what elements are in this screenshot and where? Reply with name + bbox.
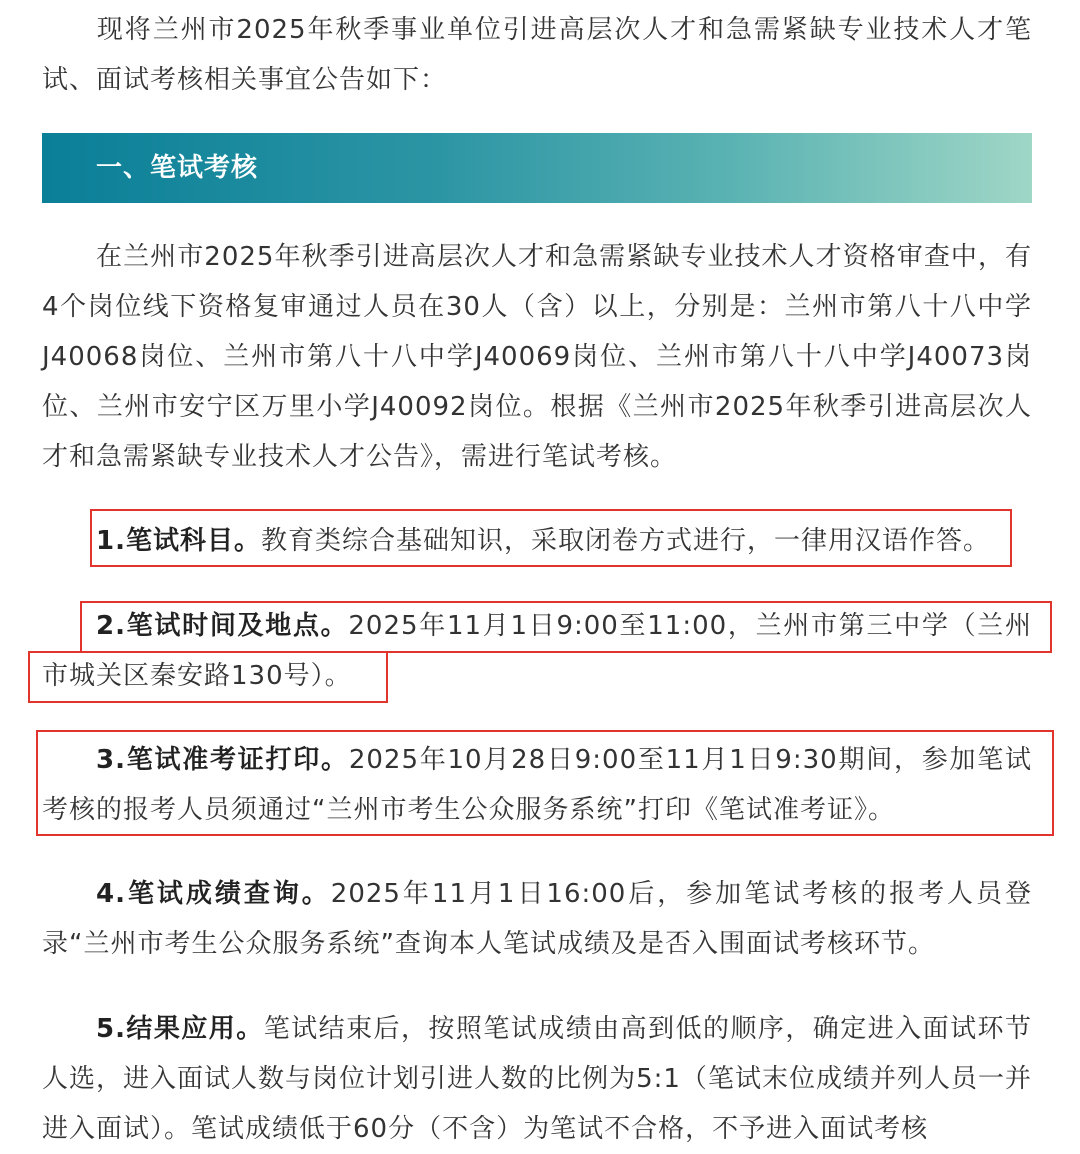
item-label: 3.笔试准考证打印。 [96,745,349,775]
section-title: 一、笔试考核 [96,153,259,183]
list-item-4 [42,869,1032,969]
list-item-5 [42,1004,1032,1154]
main-paragraph [42,232,1032,482]
item-text: 2025年11月1日9:00至11:00，兰州市第三中学（兰州市城关区秦安路130号）。 [42,611,1033,691]
intro-text: 现将兰州市2025年秋季事业单位引进高层次人才和急需紧缺专业技术人才笔试、面试考核相关事宜公告如下： [42,15,1032,95]
item-text: 笔试结束后，按照笔试成绩由高到低的顺序，确定进入面试环节人选，进入面试人数与岗位计划引进人数的比例为5:1（笔试末位成绩并列人员一并进入面试）。笔试成绩低于60分（不含）为笔试不合格，不予进入面试考核 [42,1014,1032,1144]
section-banner [42,133,1032,203]
main-paragraph-text: 在兰州市2025年秋季引进高层次人才和急需紧缺专业技术人才资格审查中，有4个岗位线下资格复审通过人员在30人（含）以上，分别是：兰州市第八十八中学J40068岗位、兰州市第八十八中学J40069岗位、兰州市第八十八中学J40073岗位、兰州市安宁区万里小学J40092岗位。根据《兰州市2025年秋季引进高层次人才和急需紧缺专业技术人才公告》，需进行笔试考核。 [42,242,1032,472]
item-label: 2.笔试时间及地点。 [96,611,349,641]
item-text: 2025年10月28日9:00至11月1日9:30期间，参加笔试考核的报考人员须通过“兰州市考生公众服务系统”打印《笔试准考证》。 [42,745,1033,825]
highlight-box-item-1 [90,509,1012,567]
item-text: 2025年11月1日16:00后，参加笔试考核的报考人员登录“兰州市考生公众服务系统”查询本人笔试成绩及是否入围面试考核环节。 [42,879,1033,959]
highlight-box-item-2-line2 [28,651,388,703]
intro-paragraph [42,5,1032,105]
item-text: 教育类综合基础知识，采取闭卷方式进行，一律用汉语作答。 [260,526,990,556]
item-label: 4.笔试成绩查询。 [96,879,331,909]
item-label: 1.笔试科目。 [96,526,261,556]
highlight-box-item-3 [36,730,1054,836]
highlight-box-item-2-line1 [80,601,1052,653]
item-label: 5.结果应用。 [96,1014,264,1044]
